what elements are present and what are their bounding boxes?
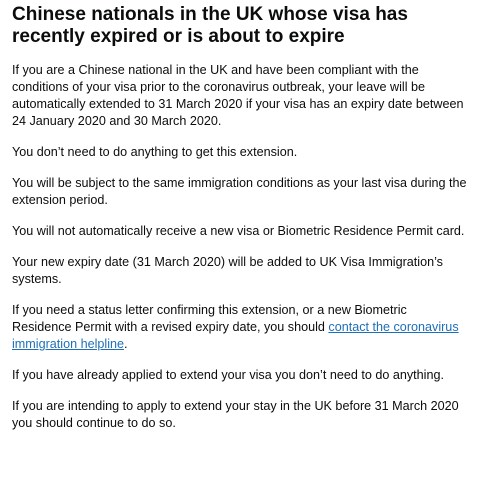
content-body	[12, 62, 468, 432]
paragraph-no-new-visa: You will not automatically receive a new visa or Biometric Residence Permit card.	[12, 224, 465, 238]
paragraph-eligibility: If you are a Chinese national in the UK and have been compliant with the conditions of your visa prior to the coronavirus outbreak, your leave will be automatically extended to 31 March 2020 if your visa has an expiry date between 24 January 2020 and 30 March 2020.	[12, 63, 464, 128]
paragraph-status-letter	[12, 302, 468, 353]
page-title: Chinese nationals in the UK whose visa has recently expired or is about to expire	[12, 4, 408, 47]
paragraph-conditions: You will be subject to the same immigration conditions as your last visa during the extension period.	[12, 176, 467, 207]
status-letter-suffix: .	[124, 337, 128, 351]
paragraph-no-action: You don’t need to do anything to get this extension.	[12, 145, 298, 159]
status-letter-text: If you need a status letter confirming this extension, or a new Biometric Residence Permit with a revised expiry date, you should	[12, 303, 407, 334]
paragraph-expiry-date: Your new expiry date (31 March 2020) will be added to UK Visa Immigration’s systems.	[12, 255, 443, 286]
paragraph-already-applied: If you have already applied to extend your visa you don’t need to do anything.	[12, 368, 444, 382]
paragraph-intending-to-apply: If you are intending to apply to extend your stay in the UK before 31 March 2020 you should continue to do so.	[12, 399, 459, 430]
helpline-link[interactable]: contact the coronavirus immigration helpline	[12, 320, 459, 351]
